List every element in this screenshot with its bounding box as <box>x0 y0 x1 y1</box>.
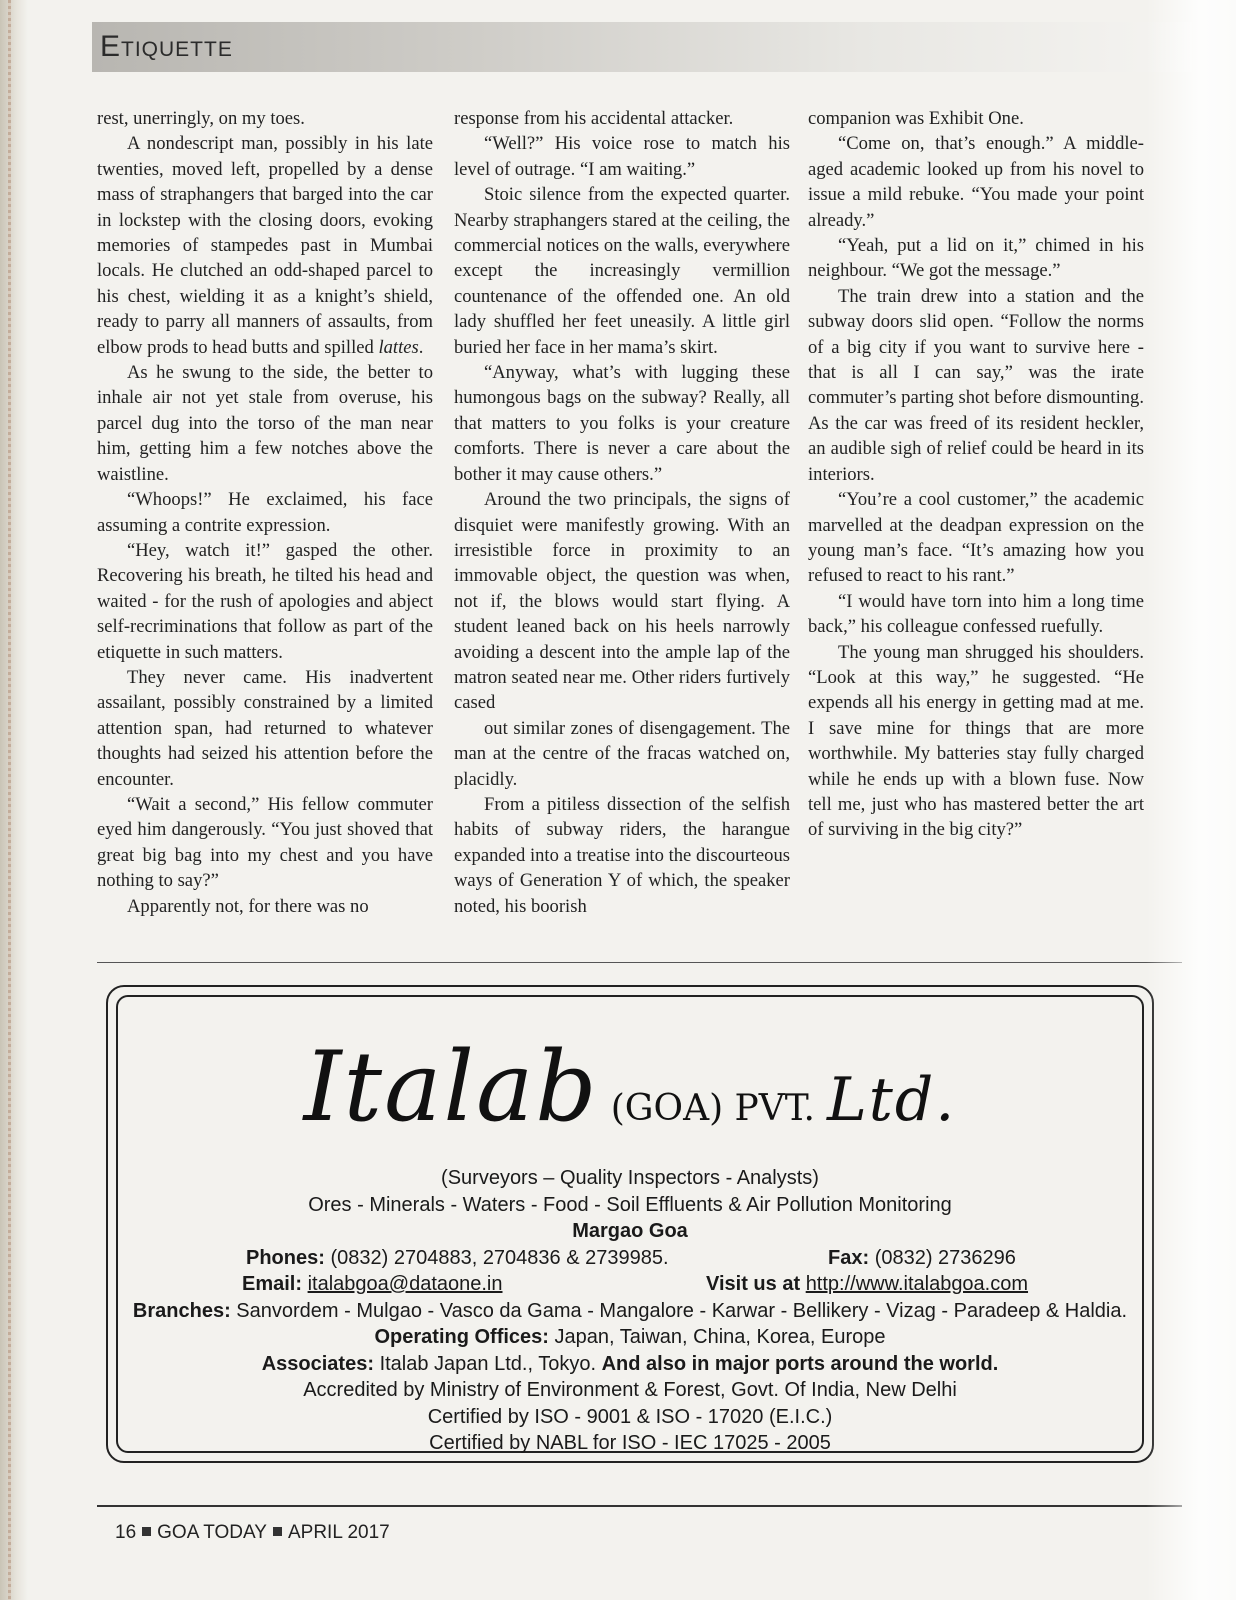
section-header-bar <box>92 22 1192 72</box>
paragraph: companion was Exhibit One. <box>808 108 1024 129</box>
paragraph: “Come on, that’s enough.” A middle-aged academic looked up from his novel to issue a mild rebuke. “You made your point already.” <box>808 133 1144 231</box>
fax: Fax: (0832) 2736296 <box>828 1246 1016 1269</box>
email-web-row: Email: italabgoa@dataone.in Visit us at http://www.italabgoa.com <box>242 1273 1029 1295</box>
ad-location: Margao Goa <box>572 1220 688 1242</box>
paragraph: Stoic silence from the expected quarter. Nearby straphangers stared at the ceiling, the commercial notices on the walls, everywhere except the increasingly vermillion countenance of the offended one. An old lady shuffled her feet uneasily. A little girl buried her face in her mama’s skirt. <box>454 184 790 358</box>
divider <box>97 962 1182 963</box>
ad-cert-iso: Certified by ISO - 9001 & ISO - 17020 (E.I.C.) <box>427 1405 833 1428</box>
ad-branches: Branches: Sanvordem - Mulgao - Vasco da Gama - Mangalore - Karwar - Bellikery - Vizag - Paradeep & Haldia. <box>132 1299 1128 1322</box>
paragraph: “Hey, watch it!” gasped the other. Recovering his breath, he tilted his head and waited - for the rush of apologies and abject self-recriminations that follow as part of the etiquette in such matters. <box>97 539 433 663</box>
paragraph: response from his accidental attacker. <box>454 108 734 129</box>
ad-associates: Associates: Italab Japan Ltd., Tokyo. And also in major ports around the world. <box>261 1352 999 1375</box>
paragraph: A nondescript man, possibly in his late twenties, moved left, propelled by a dense mass of straphangers that barged into the car in lockstep with the closing doors, evoking memories of stampedes past in Mumbai locals. He clutched an odd-shaped parcel to his chest, wielding it as a knight’s shield, ready to parry all manners of assaults, from elbow prods to head butts and spilled lattes. <box>97 133 433 358</box>
issue-date: APRIL 2017 <box>287 1522 390 1543</box>
paragraph: As he swung to the side, the better to inhale air not yet stale from overuse, his parcel dug into the torso of the man near him, getting him a few notches above the waistline. <box>97 362 433 485</box>
paragraph: “Well?” His voice rose to match his level of outrage. “I am waiting.” <box>454 133 790 180</box>
section-title: Etiquette <box>100 30 233 63</box>
paragraph: “You’re a cool customer,” the academic marvelled at the deadpan expression on the young man’s face. “It’s amazing how you refused to react to his rant.” <box>808 489 1144 587</box>
page-footer <box>115 1522 390 1544</box>
square-bullet-icon <box>273 1527 282 1536</box>
company-logo: Italab (GOA) PVT. Ltd. <box>303 1031 957 1143</box>
ad-accredited: Accredited by Ministry of Environment & Forest, Govt. Of India, New Delhi <box>303 1379 957 1401</box>
page-edge-binding <box>0 0 28 1600</box>
advertisement-border <box>116 995 1144 1453</box>
paragraph: The train drew into a station and the subway doors slid open. “Follow the norms of a big city if you want to survive here - that is all I can say,” was the irate commuter’s parting shot before dismounting. As the car was freed of its resident heckler, an audible sigh of relief could be heard in its interiors. <box>808 285 1144 485</box>
ad-services: Ores - Minerals - Waters - Food - Soil Effluents & Air Pollution Monitoring <box>308 1193 952 1216</box>
page-number: 16 <box>115 1522 137 1543</box>
phone-fax-row <box>118 1245 1142 1272</box>
phones: Phones: (0832) 2704883, 2704836 & 2739985. <box>246 1246 669 1269</box>
paragraph: Around the two principals, the signs of disquiet were manifestly growing. With an irresistible force in proximity to an immovable object, the question was when, not if, the blows would start flying. A student leaned back on his heels narrowly avoiding a descent into the ample lap of the matron seated near me. Other riders furtively cased <box>454 489 790 714</box>
article-body <box>97 106 1177 946</box>
paragraph: Apparently not, for there was no <box>127 895 369 917</box>
paragraph: “Whoops!” He exclaimed, his face assuming a contrite expression. <box>97 489 433 536</box>
ad-offices: Operating Offices: Japan, Taiwan, China, Korea, Europe <box>374 1326 886 1348</box>
paragraph: They never came. His inadvertent assailant, possibly constrained by a limited attention span, had returned to whatever thoughts had seized his attention before the encounter. <box>97 666 433 790</box>
paragraph: out similar zones of disengagement. The man at the centre of the fracas watched on, placidly. <box>454 717 790 790</box>
advertisement <box>106 985 1154 1463</box>
article-column-2 <box>454 106 790 919</box>
paragraph: From a pitiless dissection of the selfish habits of subway riders, the harangue expanded into a treatise into the discourteous ways of Generation Y of which, the speaker noted, his boorish <box>454 793 790 917</box>
advertisement-details <box>118 1165 1142 1457</box>
article-column-3 <box>808 106 1144 843</box>
article-column-1 <box>97 106 433 919</box>
website-link[interactable]: http://www.italabgoa.com <box>805 1273 1029 1295</box>
square-bullet-icon <box>142 1527 151 1536</box>
ad-cert-nabl: Certified by NABL for ISO - IEC 17025 - 2005 <box>429 1432 831 1454</box>
footer-divider <box>97 1505 1182 1507</box>
paragraph: “Wait a second,” His fellow commuter eyed him dangerously. “You just shoved that great big bag into my chest and you have nothing to say?” <box>97 793 433 892</box>
paragraph: “Yeah, put a lid on it,” chimed in his neighbour. “We got the message.” <box>808 235 1144 282</box>
paragraph: “Anyway, what’s with lugging these humongous bags on the subway? Really, all that matters to you folks is your creature comforts. There is never a care about the bother it may cause others.” <box>454 362 790 485</box>
paragraph: rest, unerringly, on my toes. <box>97 108 305 129</box>
paragraph: The young man shrugged his shoulders. “Look at this way,” he suggested. “He expends all his energy in getting mad at me. I save mine for things that are more worthwhile. My batteries stay fully charged while he ends up with a blown fuse. Now tell me, just who has mastered better the art of surviving in the big city?” <box>808 641 1144 841</box>
paragraph: “I would have torn into him a long time back,” his colleague confessed ruefully. <box>808 590 1144 638</box>
ad-tagline: (Surveyors – Quality Inspectors - Analysts) <box>441 1167 819 1189</box>
email-link[interactable]: italabgoa@dataone.in <box>307 1273 503 1295</box>
magazine-name: GOA TODAY <box>157 1522 267 1543</box>
